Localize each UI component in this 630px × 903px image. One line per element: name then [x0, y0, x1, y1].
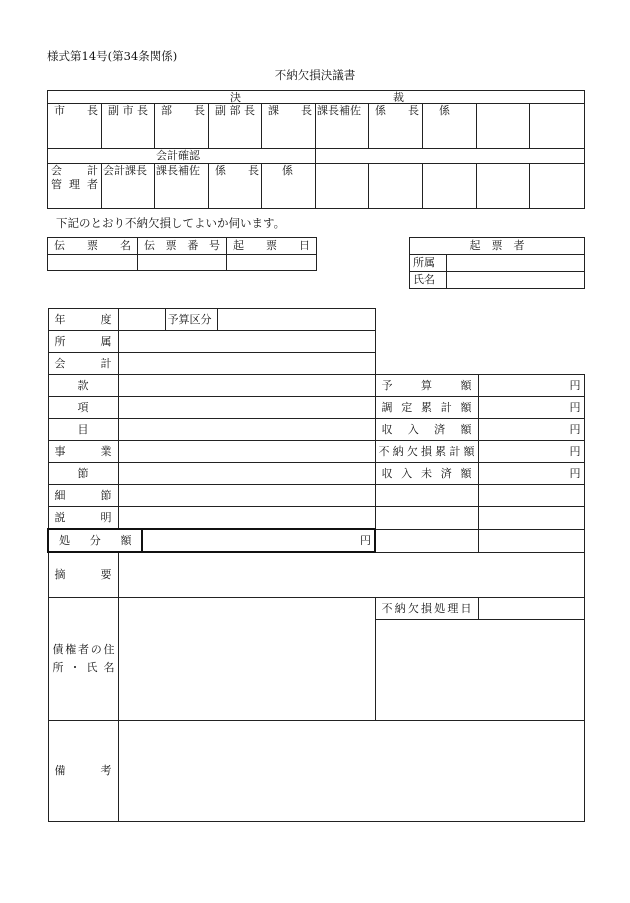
- approver-mayor: 市 長: [48, 104, 102, 149]
- issuer-name-label: 氏名: [410, 272, 447, 289]
- approver-accounting-staff: 係: [262, 163, 316, 208]
- setsu-label: 節: [48, 463, 118, 485]
- received-amount-label: 収入済額: [375, 419, 478, 441]
- approver-accounting-subchief: 係 長: [209, 163, 262, 208]
- voucher-number-field[interactable]: [138, 255, 227, 271]
- approver-deputy-director: 副部長: [209, 104, 262, 149]
- approver-staff: 係: [423, 104, 477, 149]
- right-blank-1: [375, 485, 478, 507]
- subsection-label: 細 節: [48, 485, 118, 507]
- approval-table: [47, 90, 585, 209]
- budget-category-label: 予算区分: [165, 309, 217, 331]
- kou-field[interactable]: [118, 397, 375, 419]
- assessment-total-field[interactable]: 円: [478, 397, 584, 419]
- right-blank-2: [478, 485, 584, 507]
- issuer-name-field[interactable]: [447, 272, 585, 289]
- budget-category-field[interactable]: [217, 309, 375, 331]
- approver-director: 部 長: [155, 104, 209, 149]
- remarks-field[interactable]: [118, 721, 584, 822]
- approval-blank-3: [316, 163, 369, 208]
- voucher-name-field[interactable]: [48, 255, 138, 271]
- fiscal-year-label: 年 度: [48, 309, 118, 331]
- remarks-label: 備 考: [48, 721, 118, 822]
- voucher-date-header: 起 票 日: [227, 238, 317, 255]
- accounting-label: 会 計: [48, 353, 118, 375]
- top-right-blank: [375, 309, 584, 375]
- department-label: 所 属: [48, 331, 118, 353]
- request-note: 下記のとおり不納欠損してよいか伺います。: [56, 216, 286, 230]
- unreceived-amount-label: 収入未済額: [375, 463, 478, 485]
- disposal-amount-field[interactable]: 円: [142, 529, 375, 552]
- right-blank-4: [478, 507, 584, 530]
- voucher-date-field[interactable]: [227, 255, 317, 271]
- project-field[interactable]: [118, 441, 375, 463]
- disposal-amount-label: 処 分 額: [48, 529, 142, 552]
- explanation-label: 説 明: [48, 507, 118, 530]
- writeoff-total-label: 不納欠損累計額: [375, 441, 478, 463]
- approver-deputy-mayor: 副市長: [102, 104, 155, 149]
- approval-blank-1: [477, 104, 530, 149]
- approver-accounting-manager: 会 計 管理者: [48, 163, 102, 208]
- assessment-total-label: 調定累計額: [375, 397, 478, 419]
- summary-label: 摘 要: [48, 552, 118, 598]
- creditor-field[interactable]: [118, 598, 375, 721]
- project-label: 事 業: [48, 441, 118, 463]
- department-field[interactable]: [118, 331, 375, 353]
- issuer-table: [409, 237, 585, 289]
- voucher-number-header: 伝票番号: [138, 238, 227, 255]
- document-title: 不納欠損決議書: [274, 68, 356, 82]
- moku-label: 目: [48, 419, 118, 441]
- writeoff-date-label: 不納欠損処理日: [375, 598, 478, 620]
- approval-blank-2: [530, 104, 585, 149]
- approval-blank-5: [423, 163, 477, 208]
- summary-field[interactable]: [118, 552, 584, 598]
- budget-amount-label: 予 算 額: [375, 375, 478, 397]
- kan-label: 款: [48, 375, 118, 397]
- received-amount-field[interactable]: 円: [478, 419, 584, 441]
- approval-blank-6: [477, 163, 530, 208]
- right-blank-6: [478, 529, 584, 552]
- writeoff-total-field[interactable]: 円: [478, 441, 584, 463]
- approval-label-right: 裁: [393, 91, 404, 104]
- accounting-confirm-blank: [316, 149, 585, 164]
- fiscal-year-field[interactable]: [118, 309, 165, 331]
- setsu-field[interactable]: [118, 463, 375, 485]
- accounting-field[interactable]: [118, 353, 375, 375]
- voucher-table: [47, 237, 317, 271]
- approver-section-chief: 課 長: [262, 104, 316, 149]
- moku-field[interactable]: [118, 419, 375, 441]
- writeoff-detail-field[interactable]: [375, 620, 584, 721]
- form-number: 様式第14号(第34条関係): [47, 49, 178, 63]
- approver-assistant-chief: 課長補佐: [316, 104, 369, 149]
- budget-amount-field[interactable]: 円: [478, 375, 584, 397]
- main-table: [47, 308, 585, 822]
- kan-field[interactable]: [118, 375, 375, 397]
- subsection-field[interactable]: [118, 485, 375, 507]
- voucher-name-header: 伝 票 名: [48, 238, 138, 255]
- accounting-confirm-label: 会計確認: [48, 149, 316, 164]
- approver-accounting-assistant: 課長補佐: [155, 163, 209, 208]
- issuer-department-label: 所属: [410, 255, 447, 272]
- right-blank-3: [375, 507, 478, 530]
- issuer-department-field[interactable]: [447, 255, 585, 272]
- approver-subsection-chief: 係 長: [369, 104, 423, 149]
- explanation-field[interactable]: [118, 507, 375, 530]
- issuer-header: 起 票 者: [410, 238, 585, 255]
- approval-blank-7: [530, 163, 585, 208]
- approval-header: [48, 91, 585, 104]
- writeoff-date-field[interactable]: [478, 598, 584, 620]
- approver-accounting-chief: 会計課長: [102, 163, 155, 208]
- creditor-label: 債権者の住所・氏名: [48, 598, 118, 721]
- unreceived-amount-field[interactable]: 円: [478, 463, 584, 485]
- approval-blank-4: [369, 163, 423, 208]
- approval-label-left: 決: [230, 91, 241, 104]
- kou-label: 項: [48, 397, 118, 419]
- right-blank-5: [375, 529, 478, 552]
